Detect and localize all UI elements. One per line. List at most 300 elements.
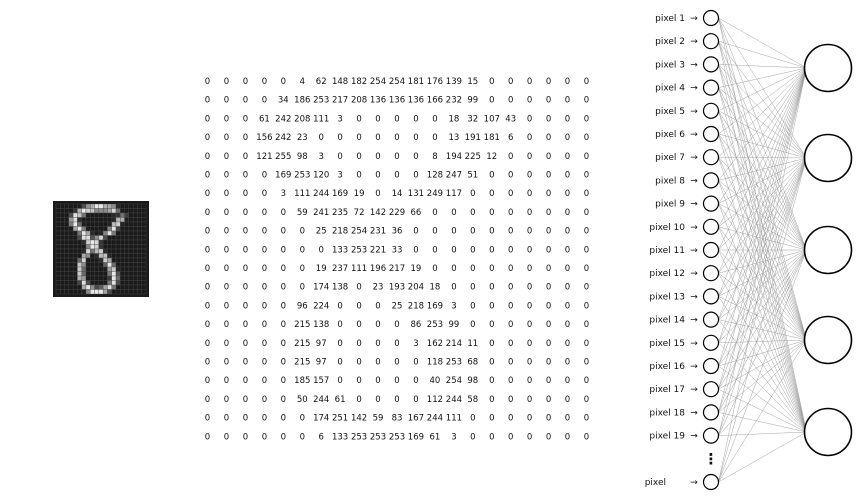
pixel-value: 253 — [445, 357, 463, 368]
pixel-value: 0 — [507, 282, 514, 293]
output-node — [805, 135, 852, 182]
pixel-value: 0 — [507, 77, 514, 87]
pixel-value: 0 — [356, 357, 362, 368]
pixel-value: 0 — [583, 413, 590, 424]
pixel-value: 0 — [204, 432, 211, 443]
pixel-value: 0 — [526, 77, 533, 87]
pixel-value: 225 — [464, 151, 481, 162]
pixel-value: 0 — [507, 394, 514, 405]
pixel-value: 0 — [223, 282, 230, 293]
pixel-value: 253 — [350, 432, 368, 443]
network-edge — [719, 68, 807, 111]
pixel-value: 0 — [280, 226, 287, 237]
pixel-value: 244 — [426, 413, 444, 424]
pixel-value: 156 — [256, 133, 273, 144]
pixel-value: 0 — [261, 282, 268, 293]
pixel-value: 0 — [432, 264, 438, 274]
input-label: pixel 2 — [655, 37, 685, 48]
pixel-value: 0 — [564, 357, 571, 368]
pixel-value: 0 — [564, 245, 571, 256]
pixel-value: 0 — [242, 226, 249, 237]
pixel-value: 0 — [394, 376, 400, 387]
pixel-value: 254 — [388, 77, 406, 87]
pixel-value: 0 — [507, 376, 514, 387]
input-arrow: → — [690, 315, 698, 326]
pixel-value: 111 — [445, 413, 463, 424]
pixel-value: 0 — [545, 320, 552, 331]
pixel-value: 61 — [258, 114, 270, 125]
network-edge — [719, 41, 807, 68]
pixel-value: 62 — [315, 77, 327, 87]
pixel-value: 0 — [242, 95, 249, 106]
pixel-value: 98 — [467, 376, 479, 387]
pixel-value: 0 — [526, 207, 533, 218]
pixel-value: 0 — [280, 77, 287, 87]
pixel-value: 3 — [280, 189, 287, 200]
pixel-value: 0 — [583, 394, 590, 405]
pixel-value: 0 — [451, 282, 457, 293]
input-label: pixel 8 — [655, 176, 685, 187]
pixel-value: 0 — [299, 245, 306, 256]
pixel-value: 4 — [299, 77, 306, 87]
input-arrow: → — [690, 60, 698, 71]
network-edge — [719, 296, 807, 340]
pixel-value: 0 — [261, 189, 268, 200]
pixel-value: 3 — [337, 170, 343, 181]
pixel-value: 0 — [507, 413, 514, 424]
pixel-value: 121 — [256, 151, 273, 162]
pixel-value: 142 — [369, 207, 387, 218]
pixel-value: 6 — [507, 133, 514, 144]
pixel-value: 0 — [507, 301, 514, 312]
pixel-value: 0 — [489, 413, 495, 424]
pixel-value: 0 — [526, 226, 533, 237]
pixel-value: 0 — [545, 151, 552, 162]
pixel-value: 0 — [204, 151, 211, 162]
pixel-value: 0 — [564, 264, 571, 274]
pixel-value: 99 — [467, 95, 479, 106]
pixel-value: 142 — [350, 413, 368, 424]
pixel-value: 224 — [313, 301, 330, 312]
pixel-value: 162 — [426, 338, 444, 349]
pixel-value: 0 — [526, 114, 533, 125]
pixel-value: 0 — [204, 320, 211, 331]
pixel-value: 0 — [545, 245, 552, 256]
pixel-value: 166 — [426, 95, 444, 106]
input-arrow: → — [690, 83, 698, 94]
pixel-value: 0 — [223, 357, 230, 368]
pixel-value: 0 — [280, 338, 287, 349]
pixel-value: 169 — [426, 301, 444, 312]
pixel-value: 0 — [223, 432, 230, 443]
pixel-value: 34 — [277, 95, 289, 106]
pixel-value: 0 — [489, 282, 495, 293]
network-edge — [719, 204, 807, 432]
network-edge — [719, 18, 807, 68]
pixel-value: 0 — [526, 394, 533, 405]
pixel-value: 0 — [545, 338, 552, 349]
pixel-value: 0 — [261, 170, 268, 181]
pixel-value: 0 — [564, 77, 571, 87]
pixel-value: 231 — [369, 226, 387, 237]
pixel-value: 3 — [318, 151, 324, 162]
pixel-value: 0 — [394, 114, 400, 125]
pixel-value: 0 — [223, 394, 230, 405]
pixel-value: 86 — [410, 320, 422, 331]
pixel-value: 120 — [313, 170, 330, 181]
pixel-value: 0 — [242, 432, 249, 443]
input-label: pixel 13 — [649, 292, 685, 303]
input-node — [704, 382, 719, 397]
pixel-value: 0 — [489, 77, 495, 87]
pixel-value: 196 — [369, 264, 387, 274]
network-edge — [719, 157, 807, 340]
pixel-value: 217 — [331, 95, 349, 106]
input-arrow: → — [690, 431, 698, 442]
pixel-value: 131 — [407, 189, 425, 200]
pixel-value: 0 — [545, 413, 552, 424]
pixel-value: 0 — [204, 338, 211, 349]
pixel-value: 139 — [445, 77, 463, 87]
pixel-value: 23 — [372, 282, 384, 293]
pixel-value: 0 — [394, 151, 400, 162]
pixel-value: 0 — [204, 114, 211, 125]
pixel-value: 0 — [413, 394, 419, 405]
pixel-value: 66 — [410, 207, 422, 218]
pixel-value: 0 — [280, 320, 287, 331]
pixel-value: 251 — [331, 413, 349, 424]
pixel-value: 138 — [313, 320, 330, 331]
pixel-value: 0 — [489, 170, 495, 181]
pixel-value: 0 — [583, 264, 590, 274]
output-node — [805, 45, 852, 92]
pixel-value: 0 — [545, 282, 552, 293]
pixel-value: 0 — [242, 394, 249, 405]
pixel-value: 229 — [388, 207, 406, 218]
pixel-value: 0 — [280, 264, 287, 274]
pixel-value: 111 — [350, 264, 368, 274]
pixel-value: 0 — [375, 170, 381, 181]
pixel-value: 0 — [204, 189, 211, 200]
pixel-value: 0 — [356, 151, 362, 162]
pixel-value: 0 — [280, 245, 287, 256]
input-arrow: → — [690, 14, 698, 24]
pixel-value: 0 — [375, 357, 381, 368]
pixel-value: 0 — [564, 376, 571, 387]
pixel-value: 221 — [369, 245, 387, 256]
pixel-value: 0 — [204, 245, 211, 256]
input-node — [704, 312, 719, 327]
pixel-value: 208 — [350, 95, 368, 106]
pixel-value: 136 — [407, 95, 425, 106]
pixel-value: 249 — [426, 189, 444, 200]
pixel-value: 0 — [526, 95, 533, 106]
pixel-value: 174 — [313, 282, 330, 293]
pixel-value: 0 — [470, 301, 476, 312]
pixel-value: 0 — [545, 226, 552, 237]
pixel-value: 0 — [394, 394, 400, 405]
output-node — [805, 227, 852, 274]
pixel-value: 242 — [275, 133, 292, 144]
pixel-value: 0 — [375, 114, 381, 125]
input-node — [704, 196, 719, 211]
pixel-value: 0 — [280, 207, 287, 218]
pixel-value: 0 — [451, 207, 457, 218]
pixel-value: 0 — [356, 338, 362, 349]
pixel-value: 242 — [275, 114, 292, 125]
pixel-value: 3 — [451, 432, 457, 443]
pixel-value: 0 — [545, 394, 552, 405]
pixel-value: 0 — [564, 151, 571, 162]
input-node — [704, 173, 719, 188]
pixel-value: 0 — [223, 133, 230, 144]
pixel-value: 0 — [299, 432, 306, 443]
pixel-value: 0 — [545, 207, 552, 218]
pixel-value: 0 — [261, 207, 268, 218]
pixel-value: 0 — [489, 245, 495, 256]
pixel-value: 0 — [394, 320, 400, 331]
pixel-value: 0 — [489, 338, 495, 349]
pixel-value: 204 — [407, 282, 425, 293]
pixel-value: 0 — [489, 207, 495, 218]
input-arrow: → — [690, 246, 698, 256]
pixel-value: 0 — [223, 114, 230, 125]
input-arrow: → — [690, 385, 698, 396]
pixel-value: 59 — [296, 207, 308, 218]
network-edge — [719, 340, 807, 366]
pixel-value: 0 — [204, 282, 211, 293]
pixel-value: 169 — [275, 170, 292, 181]
input-label: pixel 5 — [655, 106, 685, 117]
pixel-value: 0 — [394, 338, 400, 349]
pixel-value: 148 — [331, 77, 349, 87]
pixel-value: 0 — [489, 394, 495, 405]
pixel-value: 0 — [261, 245, 268, 256]
network-edge — [719, 158, 807, 343]
pixel-value: 0 — [489, 320, 495, 331]
pixel-value: 12 — [486, 151, 498, 162]
pixel-value: 0 — [545, 301, 552, 312]
input-node — [704, 405, 719, 420]
pixel-value: 0 — [564, 301, 571, 312]
pixel-value: 0 — [242, 338, 249, 349]
pixel-value: 0 — [470, 282, 476, 293]
pixel-value: 254 — [350, 226, 368, 237]
pixel-value: 0 — [583, 77, 590, 87]
pixel-value: 11 — [467, 338, 479, 349]
pixel-value: 0 — [583, 301, 590, 312]
output-node — [805, 317, 852, 364]
pixel-value: 181 — [483, 133, 500, 144]
pixel-value: 0 — [526, 376, 533, 387]
pixel-value: 0 — [242, 376, 249, 387]
pixel-value: 0 — [507, 338, 514, 349]
pixel-value: 0 — [375, 133, 381, 144]
input-label: pixel 18 — [649, 408, 685, 419]
pixel-value: 191 — [464, 133, 481, 144]
pixel-value: 0 — [564, 226, 571, 237]
pixel-value: 0 — [489, 376, 495, 387]
pixel-value: 58 — [467, 394, 479, 405]
pixel-value: 0 — [413, 133, 419, 144]
pixel-value: 0 — [526, 264, 533, 274]
pixel-value: 0 — [204, 207, 211, 218]
pixel-value: 186 — [294, 95, 311, 106]
pixel-value: 0 — [583, 133, 590, 144]
input-node — [704, 428, 719, 443]
pixel-value: 0 — [337, 357, 343, 368]
pixel-value: 0 — [583, 170, 590, 181]
input-arrow: → — [690, 37, 698, 48]
pixel-value: 50 — [296, 394, 308, 405]
pixel-value: 0 — [242, 301, 249, 312]
pixel-value: 0 — [526, 189, 533, 200]
pixel-value: 18 — [429, 282, 441, 293]
pixel-value: 107 — [483, 114, 500, 125]
pixel-value: 3 — [451, 301, 457, 312]
pixel-value: 0 — [242, 170, 249, 181]
pixel-value: 0 — [261, 301, 268, 312]
pixel-value: 0 — [242, 320, 249, 331]
pixel-value: 32 — [467, 114, 479, 125]
pixel-value: 0 — [204, 226, 211, 237]
pixel-value: 15 — [467, 77, 479, 87]
last-input-arrow: → — [690, 478, 698, 488]
pixel-value: 0 — [223, 95, 230, 106]
pixel-value: 0 — [507, 264, 514, 274]
pixel-value: 13 — [448, 133, 460, 144]
pixel-value: 0 — [545, 376, 552, 387]
pixel-value: 0 — [470, 226, 476, 237]
pixel-value: 0 — [489, 226, 495, 237]
pixel-value: 98 — [296, 151, 308, 162]
pixel-value: 0 — [470, 413, 476, 424]
pixel-value: 0 — [394, 357, 400, 368]
pixel-value: 0 — [394, 133, 400, 144]
pixel-value: 0 — [261, 357, 268, 368]
pixel-value: 0 — [204, 357, 211, 368]
pixel-value: 244 — [313, 189, 330, 200]
pixel-value: 0 — [564, 114, 571, 125]
pixel-value: 0 — [242, 413, 249, 424]
pixel-value: 0 — [545, 133, 552, 144]
pixel-value: 0 — [413, 376, 419, 387]
input-label: pixel 17 — [649, 385, 685, 396]
pixel-value: 0 — [242, 282, 249, 293]
pixel-value: 18 — [448, 114, 460, 125]
pixel-value: 0 — [564, 413, 571, 424]
pixel-value: 97 — [315, 338, 327, 349]
last-input-node — [704, 475, 719, 490]
pixel-value: 0 — [413, 245, 419, 256]
pixel-value: 138 — [331, 282, 349, 293]
pixel-value: 0 — [261, 376, 268, 387]
pixel-value: 0 — [375, 338, 381, 349]
pixel-value: 253 — [369, 432, 387, 443]
pixel-value: 0 — [204, 264, 211, 274]
pixel-value: 0 — [280, 357, 287, 368]
pixel-value: 0 — [451, 226, 457, 237]
pixel-value: 0 — [223, 189, 230, 200]
pixel-value: 254 — [445, 376, 463, 387]
network-edges — [719, 18, 807, 482]
pixel-value: 0 — [242, 245, 249, 256]
pixel-value: 0 — [261, 394, 268, 405]
input-arrow: → — [690, 176, 698, 187]
pixel-value: 241 — [313, 207, 330, 218]
pixel-value: 0 — [261, 77, 268, 87]
pixel-value: 0 — [583, 189, 590, 200]
pixel-value: 0 — [204, 413, 211, 424]
pixel-value: 157 — [313, 376, 330, 387]
pixel-value: 0 — [526, 320, 533, 331]
pixel-value: 244 — [445, 394, 463, 405]
input-node — [704, 11, 719, 26]
pixel-value: 0 — [280, 376, 287, 387]
input-arrow: → — [690, 292, 698, 303]
pixel-value: 0 — [261, 338, 268, 349]
pixel-value: 218 — [407, 301, 425, 312]
pixel-value: 0 — [223, 207, 230, 218]
pixel-value: 99 — [448, 320, 460, 331]
pixel-value: 0 — [223, 170, 230, 181]
pixel-value: 72 — [353, 207, 365, 218]
network-edge — [719, 68, 807, 482]
pixel-value: 0 — [223, 301, 230, 312]
pixel-value: 0 — [451, 264, 457, 274]
pixel-value: 128 — [426, 170, 444, 181]
pixel-value: 0 — [242, 133, 249, 144]
input-node — [704, 80, 719, 95]
pixel-value: 0 — [564, 189, 571, 200]
pixel-value: 0 — [432, 133, 438, 144]
pixel-value: 0 — [564, 394, 571, 405]
pixel-value: 0 — [564, 338, 571, 349]
pixel-value: 0 — [470, 207, 476, 218]
pixel-value: 0 — [375, 320, 381, 331]
pixel-value: 253 — [294, 170, 311, 181]
last-input-label: pixel — [644, 478, 666, 488]
input-node — [704, 34, 719, 49]
pixel-value: 0 — [583, 245, 590, 256]
pixel-value: 6 — [318, 432, 324, 443]
pixel-value: 215 — [294, 338, 311, 349]
pixel-value: 0 — [375, 151, 381, 162]
pixel-value: 0 — [337, 133, 343, 144]
pixel-value: 0 — [583, 226, 590, 237]
pixel-value: 0 — [242, 207, 249, 218]
pixel-value: 0 — [261, 432, 268, 443]
pixel-value: 0 — [375, 301, 381, 312]
pixel-value: 0 — [564, 133, 571, 144]
pixel-value: 0 — [242, 151, 249, 162]
pixel-value: 167 — [407, 413, 425, 424]
pixel-value: 19 — [315, 264, 327, 274]
input-label: pixel 19 — [649, 431, 685, 442]
pixel-value: 0 — [545, 170, 552, 181]
pixel-value: 218 — [331, 226, 349, 237]
pixel-value: 0 — [337, 301, 343, 312]
pixel-value: 0 — [507, 189, 514, 200]
pixel-value: 0 — [413, 151, 419, 162]
pixel-value: 0 — [242, 189, 249, 200]
pixel-value: 0 — [583, 376, 590, 387]
input-arrow: → — [690, 269, 698, 280]
pixel-value: 0 — [375, 394, 381, 405]
pixel-value: 0 — [318, 245, 324, 256]
output-node — [805, 409, 852, 456]
input-label: pixel 1 — [655, 14, 685, 24]
